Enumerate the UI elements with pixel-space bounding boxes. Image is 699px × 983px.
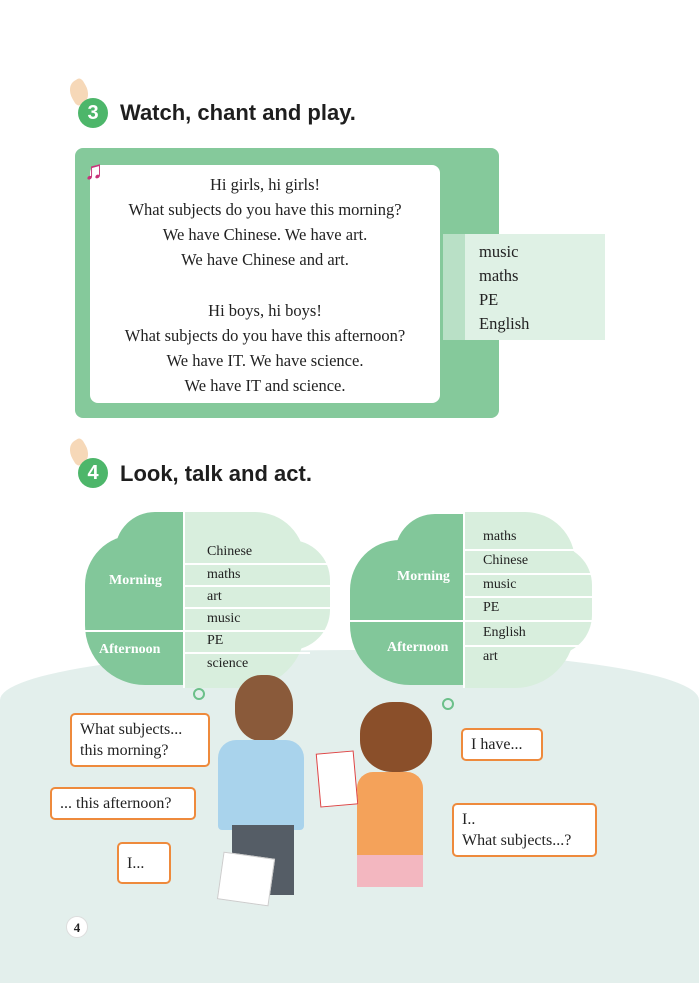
chant-line: Hi boys, hi boys! [208,301,322,320]
afternoon-label: Afternoon [99,642,161,657]
chant-line: We have Chinese and art. [181,250,349,269]
chant-line: We have Chinese. We have art. [162,225,368,244]
word-bank-item: music [479,242,519,261]
section-number-badge: 4 [78,458,108,488]
section-title: Watch, chant and play. [120,100,356,125]
afternoon-label: Afternoon [387,640,449,655]
subject: maths [207,567,241,582]
bubble-text: What subjects...? [462,832,572,849]
chant-line: We have IT. We have science. [166,351,364,370]
subject: art [483,649,498,664]
page-number: 4 [66,916,88,938]
speech-bubble [117,842,171,884]
bubble-text: I.. [462,811,476,828]
subject: maths [483,529,517,544]
speech-bubble [50,787,196,820]
subject: PE [483,600,500,615]
speech-bubble [452,803,597,857]
section-number-badge: 3 [78,98,108,128]
word-bank-strip [443,234,465,340]
bubble-text: What subjects... [80,721,183,738]
bubble-text: this morning? [80,742,169,759]
bubble-text: I have... [471,736,523,753]
chant-text-panel [90,165,440,403]
chant-line: Hi girls, hi girls! [210,175,320,194]
subject: music [207,611,241,626]
bubble-text: I... [127,855,145,872]
word-bank-item: PE [479,290,499,309]
bubble-text: ... this afternoon? [60,795,172,812]
speech-bubble [461,728,543,761]
word-bank-item: English [479,314,530,333]
thought-dot [442,698,454,710]
music-note-icon: ♫ [84,156,104,185]
chant-line: What subjects do you have this afternoon? [124,326,406,345]
subject: English [483,625,526,640]
section-title: Look, talk and act. [120,461,312,486]
subject: science [207,656,249,671]
subject: Chinese [483,553,529,568]
chant-line: We have IT and science. [184,376,346,395]
morning-label: Morning [397,569,450,584]
word-bank-item: maths [479,266,519,285]
speech-bubble [70,713,210,767]
subject: PE [207,633,224,648]
subject: Chinese [207,544,253,559]
morning-label: Morning [109,573,162,588]
subject: music [483,577,517,592]
chant-line: What subjects do you have this morning? [128,200,402,219]
thought-dot [193,688,205,700]
subject: art [207,589,222,604]
